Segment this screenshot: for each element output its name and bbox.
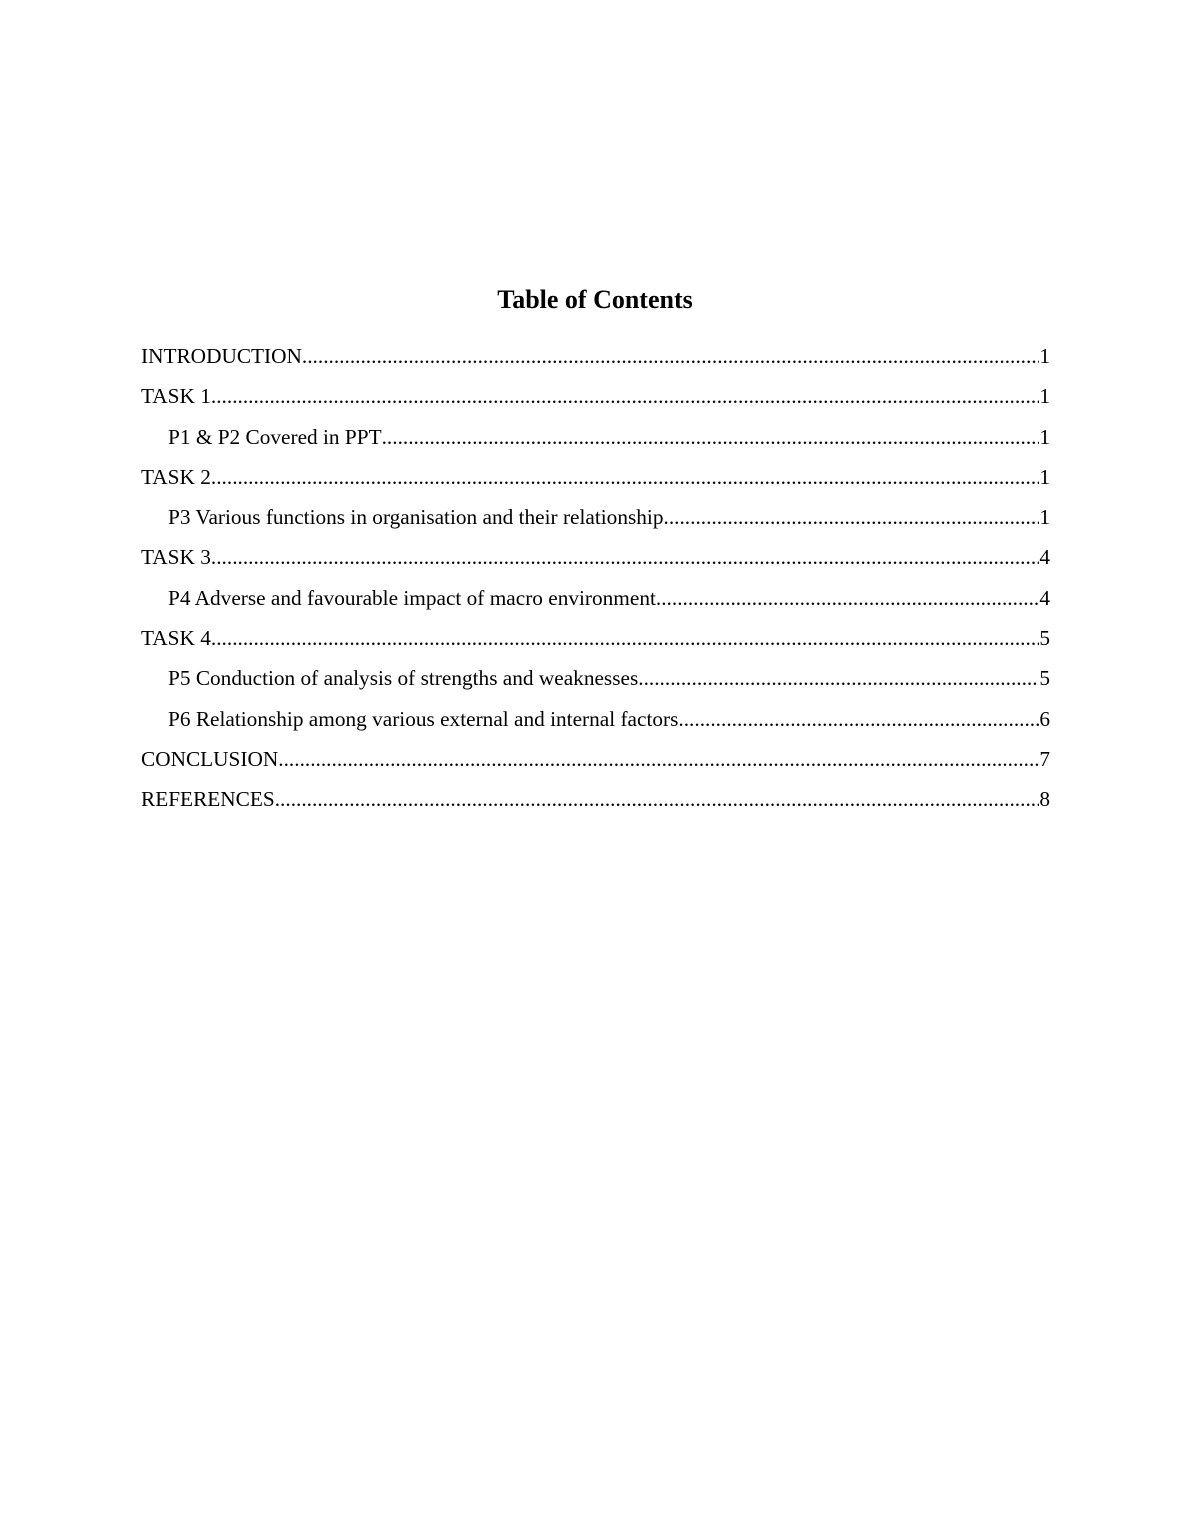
toc-entry-text: INTRODUCTION <box>141 344 302 368</box>
toc-entry-text: TASK 1 <box>141 384 211 409</box>
toc-entry-page: 1 <box>1039 384 1050 409</box>
toc-leader-dots <box>211 543 1039 571</box>
toc-entry-task-1[interactable] <box>141 382 1050 422</box>
toc-entry-page: 1 <box>1039 464 1050 489</box>
toc-leader-dots <box>638 664 1039 692</box>
toc-leader-dots <box>211 463 1039 491</box>
toc-leader-dots <box>664 503 1040 531</box>
toc-leader-dots <box>211 382 1039 410</box>
toc-entry-text: TASK 3 <box>141 545 211 570</box>
toc-leader-dots <box>678 705 1039 733</box>
toc-list <box>141 342 1050 826</box>
toc-leader-dots <box>302 342 1039 370</box>
toc-entry-page: 4 <box>1039 585 1050 610</box>
toc-entry-p1-p2[interactable] <box>141 423 1050 463</box>
toc-entry-task-4[interactable] <box>141 624 1050 664</box>
toc-entry-page: 6 <box>1039 706 1050 731</box>
toc-entry-page: 8 <box>1039 787 1050 812</box>
toc-entry-p6[interactable] <box>141 705 1050 745</box>
toc-entry-page: 5 <box>1039 626 1050 651</box>
toc-entry-p5[interactable] <box>141 664 1050 704</box>
toc-entry-task-3[interactable] <box>141 543 1050 583</box>
toc-entry-introduction[interactable] <box>141 342 1050 382</box>
toc-entry-page: 1 <box>1039 424 1050 449</box>
toc-title: Table of Contents <box>497 285 693 314</box>
toc-entry-page: 4 <box>1039 545 1050 570</box>
toc-entry-text: P4 Adverse and favourable impact of macro environment <box>168 585 656 610</box>
toc-entry-page: 5 <box>1039 666 1050 691</box>
toc-entry-text: P5 Conduction of analysis of strengths and weaknesses <box>168 666 639 691</box>
toc-entry-page: 7 <box>1039 746 1050 771</box>
toc-entry-text: REFERENCES <box>141 787 275 812</box>
toc-entry-text: CONCLUSION <box>141 746 279 771</box>
toc-entry-page: 1 <box>1039 505 1050 530</box>
toc-leader-dots <box>656 584 1039 612</box>
toc-entry-references[interactable] <box>141 785 1050 825</box>
toc-leader-dots <box>275 785 1040 813</box>
toc-entry-task-2[interactable] <box>141 463 1050 503</box>
toc-leader-dots <box>211 624 1039 652</box>
toc-entry-conclusion[interactable] <box>141 745 1050 785</box>
toc-leader-dots <box>382 423 1040 451</box>
toc-entry-text: P6 Relationship among various external and internal factors <box>168 706 679 731</box>
toc-entry-p3[interactable] <box>141 503 1050 543</box>
toc-entry-text: TASK 2 <box>141 464 211 489</box>
toc-entry-p4[interactable] <box>141 584 1050 624</box>
toc-entry-text: P1 & P2 Covered in PPT <box>168 424 382 449</box>
toc-entry-text: TASK 4 <box>141 626 211 651</box>
toc-entry-text: P3 Various functions in organisation and their relationship <box>168 505 664 530</box>
toc-leader-dots <box>278 745 1039 773</box>
toc-entry-page: 1 <box>1039 344 1050 368</box>
